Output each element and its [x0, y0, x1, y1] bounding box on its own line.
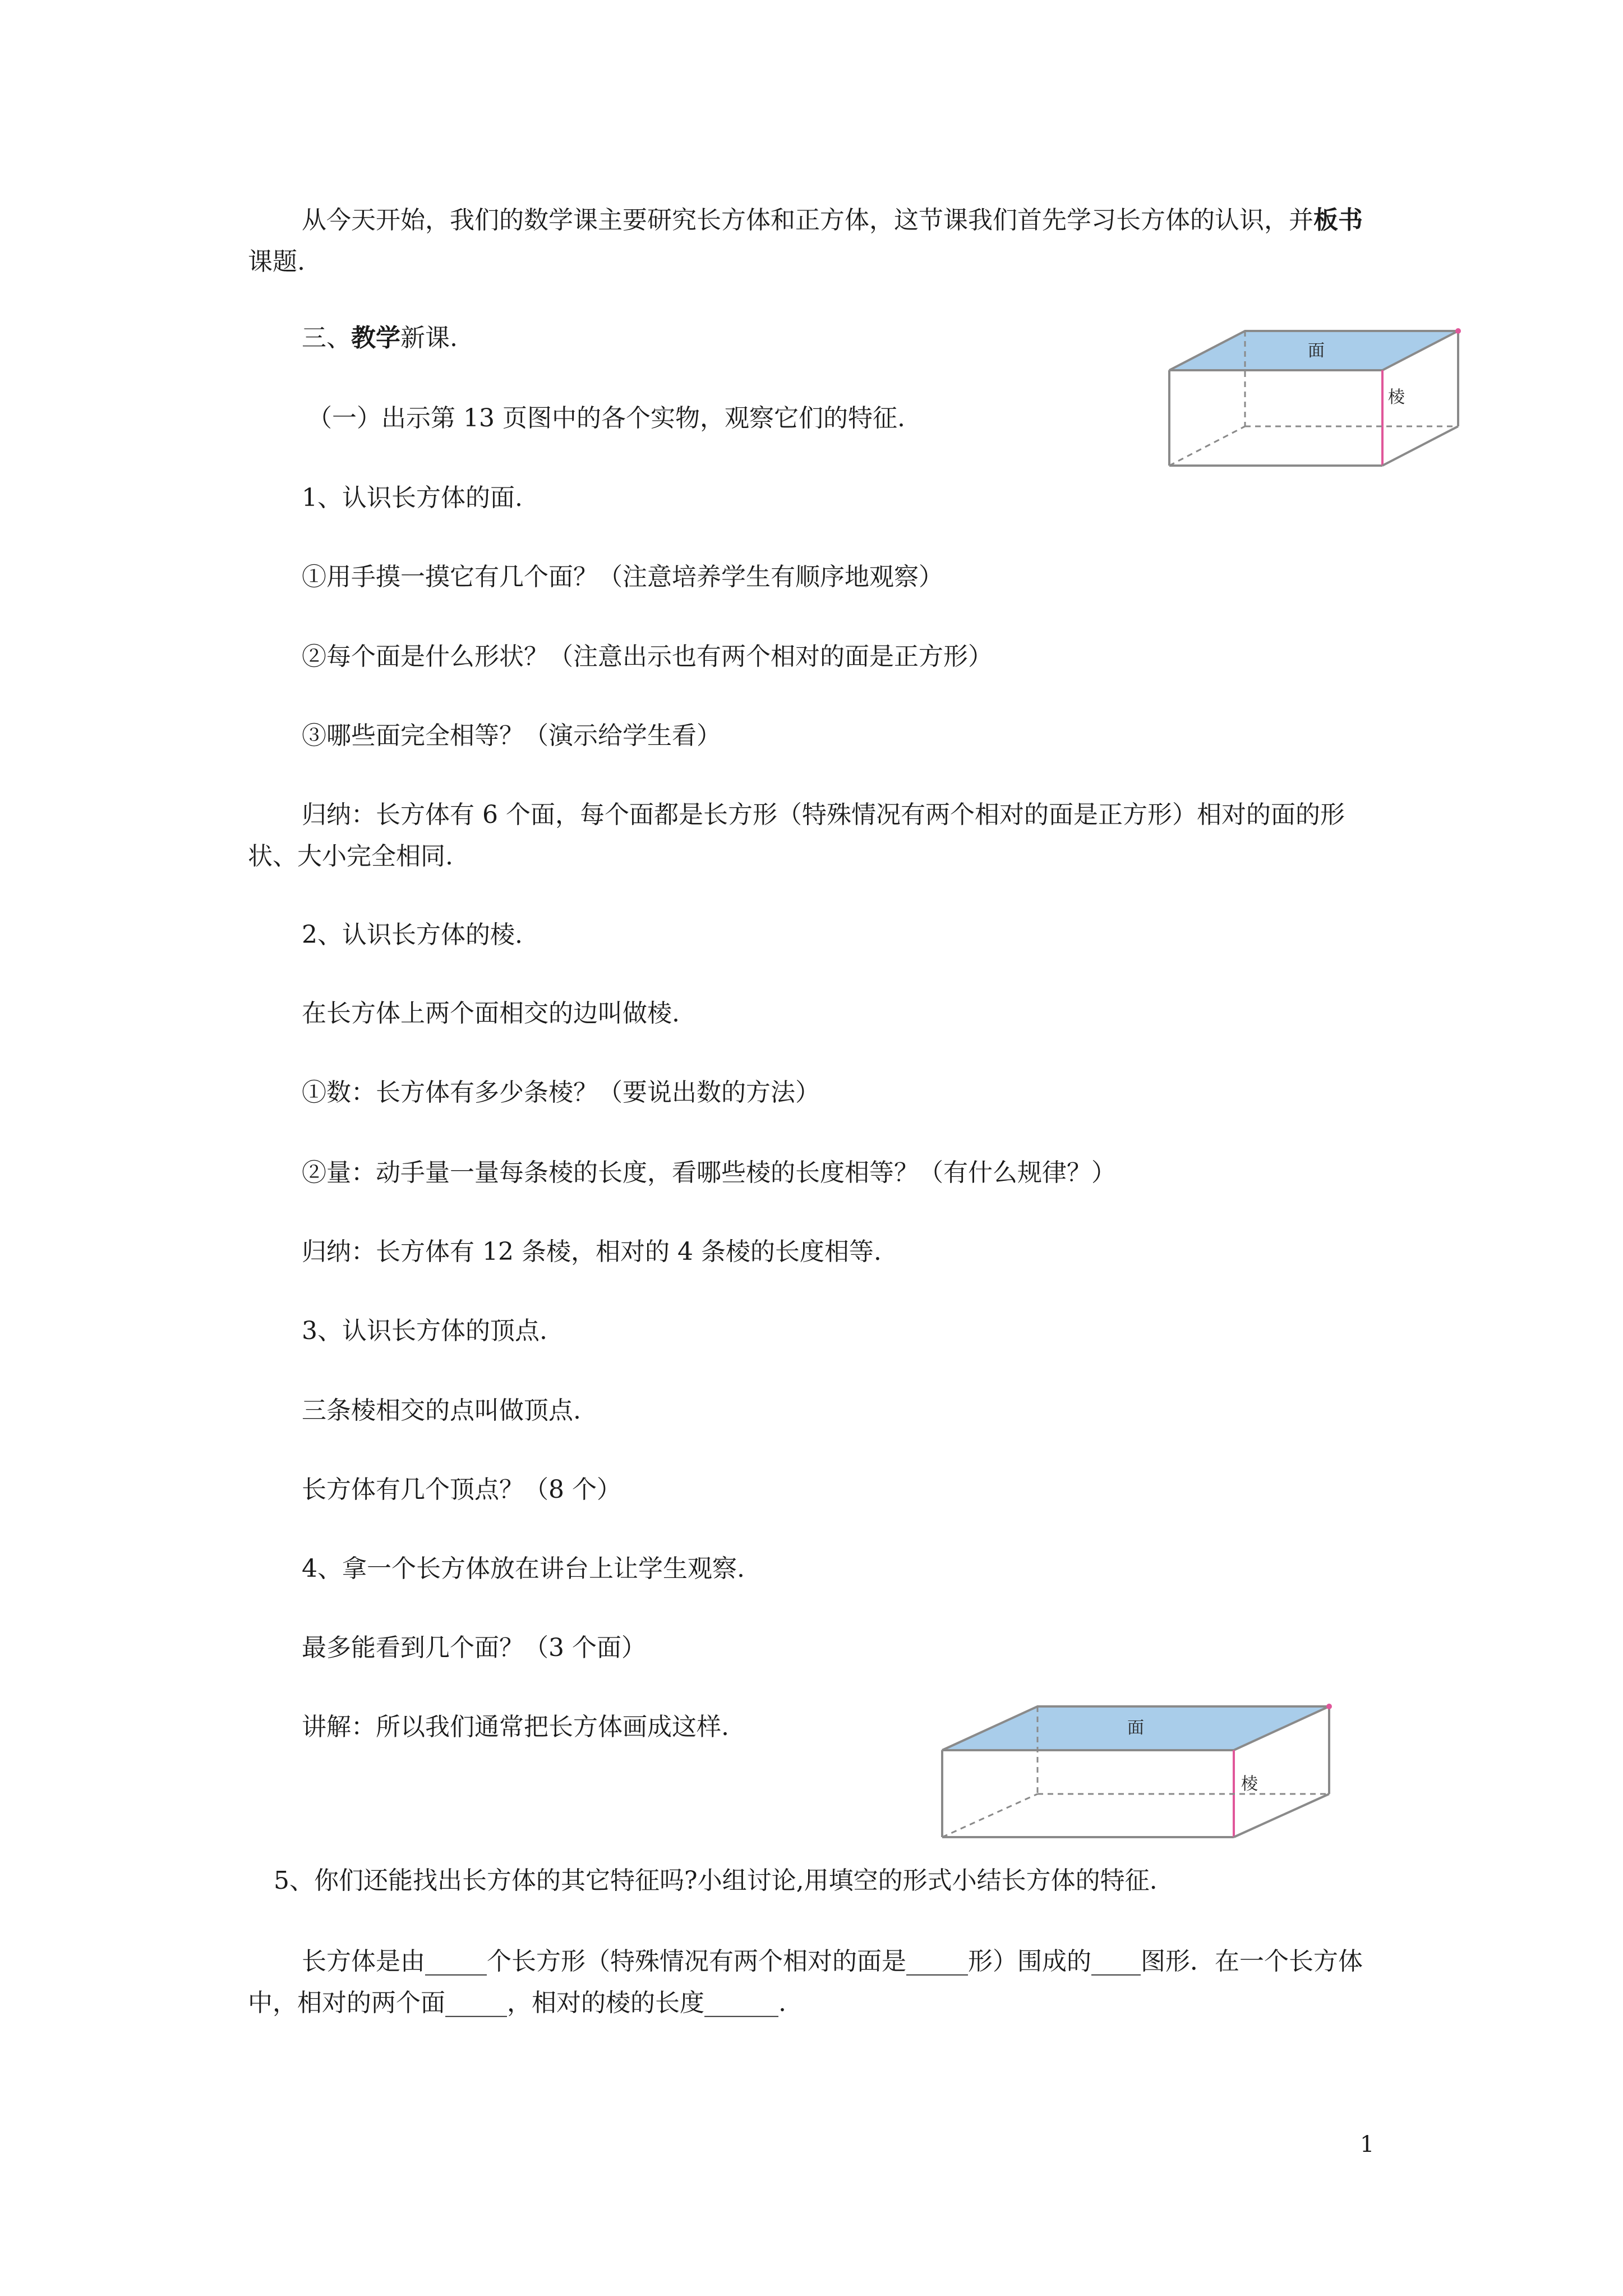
item3-definition: 三条棱相交的点叫做顶点. [302, 1396, 581, 1425]
item1-question3: ③哪些面完全相等？（演示给学生看） [302, 721, 721, 750]
edge-label: 棱 [1241, 1774, 1258, 1794]
item2-summary: 归纳：长方体有 12 条棱，相对的 4 条棱的长度相等. [302, 1237, 882, 1266]
section-heading: 三、教学新课. [302, 324, 458, 352]
page-number: 1 [1360, 2132, 1375, 2157]
item4-question: 最多能看到几个面？（3 个面） [302, 1634, 646, 1662]
cuboid-figure-bottom [934, 1700, 1338, 1840]
item1-question2: ②每个面是什么形状？（注意出示也有两个相对的面是正方形） [302, 642, 993, 671]
intro-line2: 识，并板书课题. [248, 206, 1363, 276]
item4-explanation: 讲解：所以我们通常把长方体画成这样. [302, 1713, 729, 1741]
intro-paragraph: 从今天开始，我们的数学课主要研究长方体和正方体，这节课我们首先学习长方体的认识，并板书课题. [248, 206, 1363, 276]
face-label: 面 [1127, 1718, 1144, 1738]
face-label: 面 [1308, 341, 1325, 361]
item2-question2: ②量：动手量一量每条棱的长度，看哪些棱的长度相等？（有什么规律？） [302, 1158, 1116, 1187]
item3-title: 3、认识长方体的顶点. [302, 1317, 547, 1345]
item3-question: 长方体有几个顶点？（8 个） [302, 1475, 621, 1504]
part-one-heading: （一）出示第 13 页图中的各个实物，观察它们的特征. [307, 404, 905, 432]
item2-question1: ①数：长方体有多少条棱？（要说出数的方法） [302, 1078, 820, 1107]
item5-fill-in: 长方体是由_____个长方形（特殊情况有两个相对的面是_____形）围成的____图形．在一个长方体中，相对的两个面_____，相对的棱的长度______. [248, 1947, 1363, 2017]
item1-title: 1、认识长方体的面. [302, 484, 523, 512]
item2-definition: 在长方体上两个面相交的边叫做棱. [302, 999, 680, 1028]
item4-title: 4、拿一个长方体放在讲台上让学生观察. [302, 1554, 745, 1583]
item1-question1: ①用手摸一摸它有几个面？（注意培养学生有顺序地观察） [302, 563, 943, 591]
item5-title: 5、你们还能找出长方体的其它特征吗?小组讨论,用填空的形式小结长方体的特征. [274, 1866, 1158, 1895]
item1-summary: 归纳：长方体有 6 个面，每个面都是长方形（特殊情况有两个相对的面是正方形）相对的面的形状、大小完全相同. [248, 800, 1345, 871]
cuboid-figure-top [1161, 325, 1464, 471]
edge-label: 棱 [1388, 388, 1405, 407]
item2-title: 2、认识长方体的棱. [302, 921, 523, 949]
